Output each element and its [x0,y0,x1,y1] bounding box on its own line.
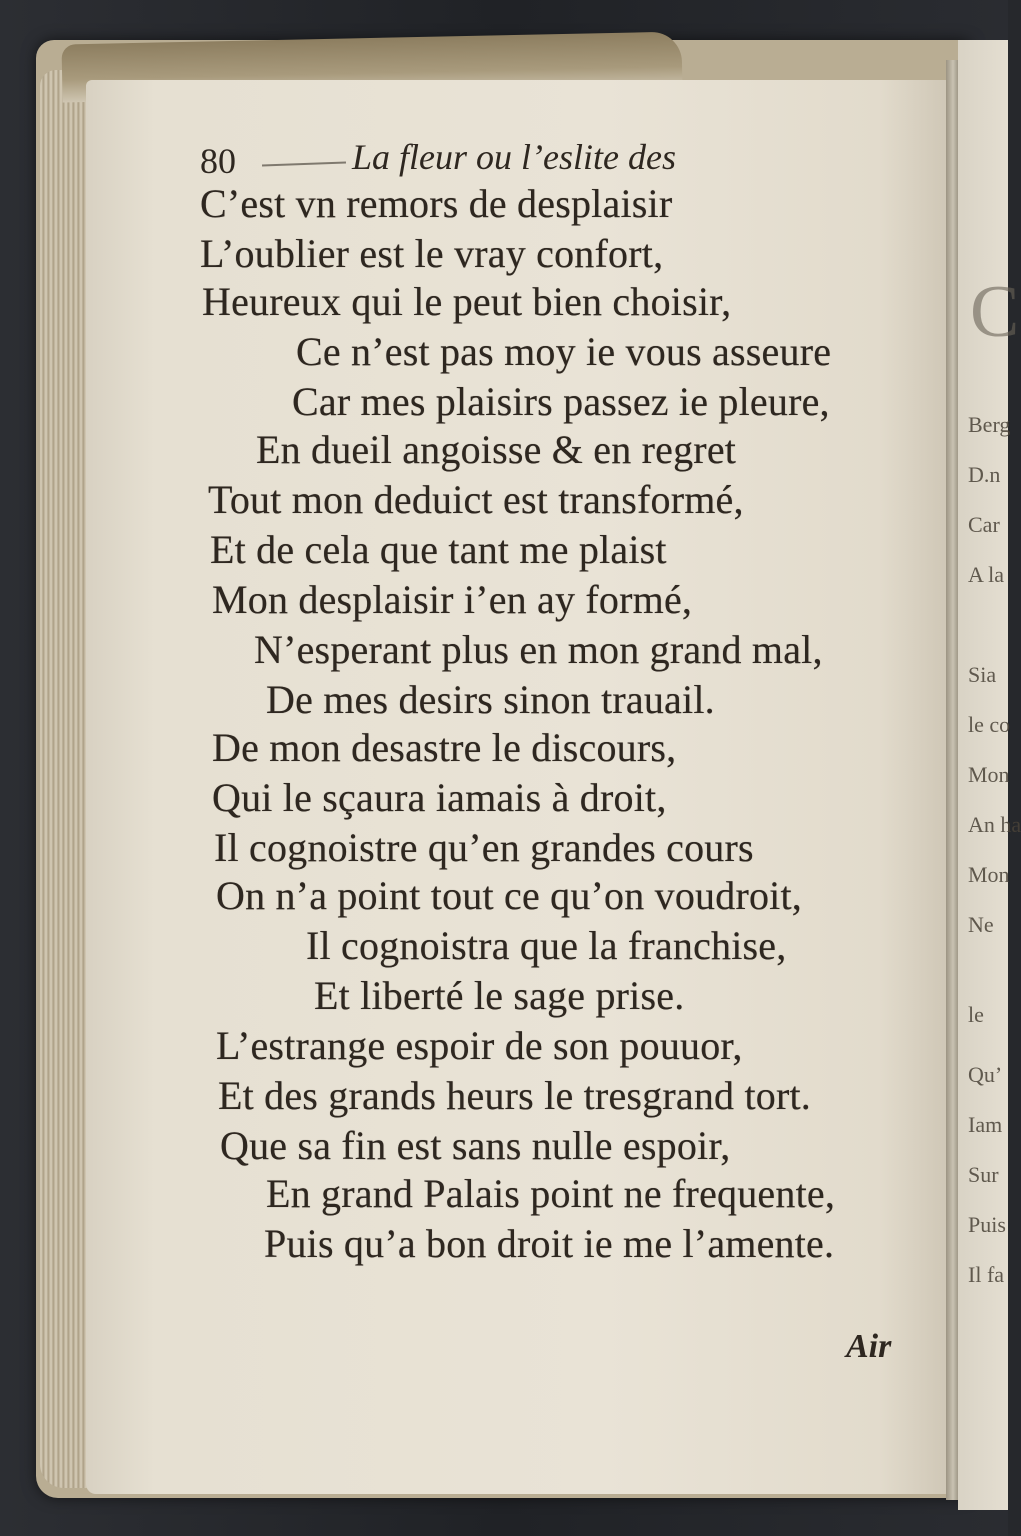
verse-line: Il cognoistra que la franchise, [306,923,787,968]
verse-line: Car mes plaisirs passez ie pleure, [292,379,830,424]
facing-fragment: Car [968,512,1000,537]
running-head: La fleur ou l’eslite des [352,137,676,177]
facing-fragment: Iam [968,1112,1003,1137]
facing-fragment: Ne [968,912,994,937]
facing-fragment: C [970,271,1020,353]
facing-fragment: Il fa [968,1262,1005,1287]
page-number: 80 [200,141,236,181]
verse-line: En grand Palais point ne frequente, [266,1171,836,1216]
facing-fragment: Qu’ [968,1062,1003,1087]
facing-fragment: D.n [968,462,1001,487]
verse-line: L’oublier est le vray confort, [200,231,664,276]
verse-line: Et des grands heurs le tresgrand tort. [218,1073,811,1118]
verse-line: De mon desastre le discours, [212,725,677,770]
facing-fragment: Puis [968,1212,1006,1237]
verse-line: Que sa fin est sans nulle espoir, [220,1123,731,1168]
catchword: Air [846,1328,892,1365]
verse-line: En dueil angoisse & en regret [256,427,737,472]
facing-fragment: An ha [968,812,1021,837]
facing-fragment: A la [968,562,1005,587]
verse-line: Et de cela que tant me plaist [210,527,667,572]
verse-line: C’est vn remors de desplaisir [200,181,673,226]
verse-line: Qui le sçaura iamais à droit, [212,775,667,820]
verse-line: Mon desplaisir i’en ay formé, [212,577,693,622]
facing-fragment: Sur [968,1162,999,1187]
verse-line: On n’a point tout ce qu’on voudroit, [216,873,802,918]
verse-line: L’estrange espoir de son pouuor, [216,1023,743,1068]
verse-line: Heureux qui le peut bien choisir, [202,279,732,324]
verse-line: N’esperant plus en mon grand mal, [254,627,823,672]
facing-fragment: Berg [968,412,1011,437]
facing-fragment: Mon [968,862,1010,887]
facing-fragment: le [968,1002,984,1027]
verse-line: De mes desirs sinon trauail. [266,677,715,722]
verse-line: Il cognoistre qu’en grandes cours [214,825,754,870]
running-head-rule [262,162,346,167]
verse-line: Tout mon deduict est transformé, [208,477,744,522]
verse-line: Ce n’est pas moy ie vous asseure [296,329,832,374]
facing-fragment: le co [968,712,1011,737]
verse-line: Et liberté le sage prise. [314,973,685,1018]
facing-fragment: Sia [968,662,997,687]
facing-fragment: Mon [968,762,1010,787]
verse-line: Puis qu’a bon droit ie me l’amente. [264,1221,835,1266]
